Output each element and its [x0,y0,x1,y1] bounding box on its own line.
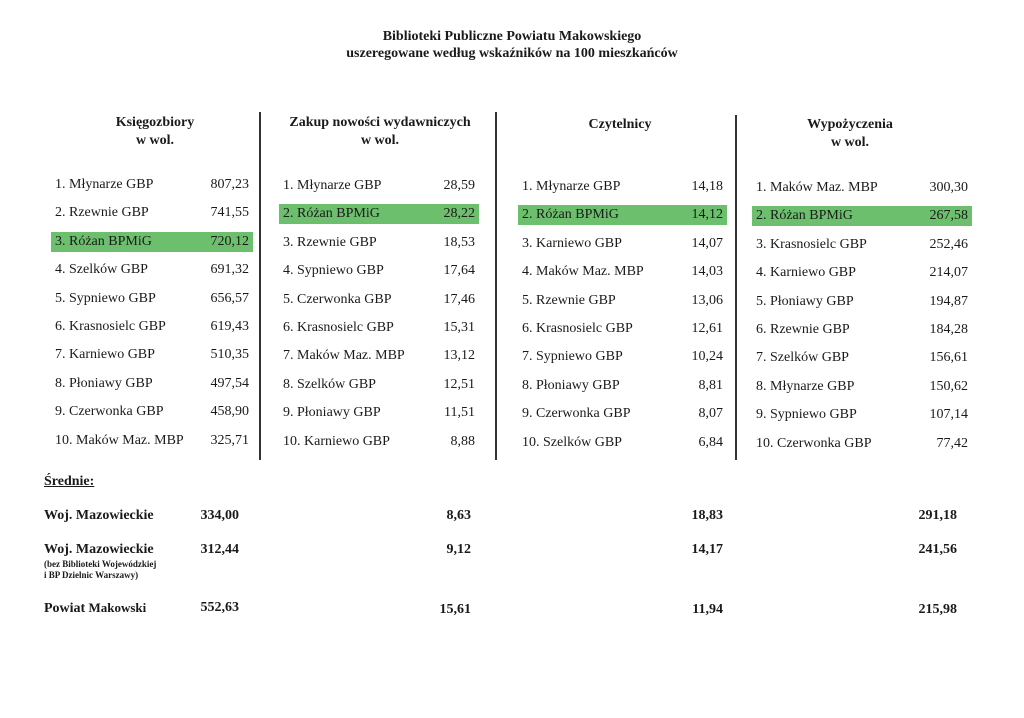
row-library-name: 8. Płoniawy GBP [55,376,153,391]
table-row [752,178,972,198]
row-value: 12,61 [691,321,723,336]
column-header-ksiegozbiory [70,114,240,150]
row-library-name: 7. Karniewo GBP [55,347,155,362]
row-value: 720,12 [210,234,249,249]
row-value: 6,84 [698,435,723,450]
row-value: 619,43 [210,319,249,334]
row-value: 510,35 [210,347,249,362]
row-value: 184,28 [929,322,968,337]
average-value: 241,56 [918,542,957,557]
row-library-name: 10. Karniewo GBP [283,434,390,449]
header-line: Zakup nowości wydawniczych [289,115,471,130]
row-value: 14,18 [691,179,723,194]
row-library-name: 3. Karniewo GBP [522,236,622,251]
table-row [518,404,727,424]
table-row [51,175,253,195]
table-row [752,235,972,255]
avg-label-powiat [44,600,146,617]
row-value: 14,12 [691,207,723,222]
row-value: 807,23 [210,177,249,192]
avg-label-woj: Woj. Mazowieckie [44,508,154,523]
row-value: 15,31 [443,320,475,335]
row-library-name: 6. Krasnosielc GBP [55,319,166,334]
title-line-1: Biblioteki Publiczne Powiatu Makowskiego [382,29,642,44]
table-row [51,431,253,451]
row-library-name: 1. Młynarze GBP [522,179,621,194]
average-value: 312,44 [200,542,239,557]
header-line: Księgozbiory [115,115,195,130]
table-row [51,345,253,365]
table-row [518,319,727,339]
header-line: w wol. [360,133,400,148]
row-value: 497,54 [210,376,249,391]
column-header-czytelnicy [510,116,730,134]
header-line: Wypożyczenia [807,117,893,132]
table-row [279,346,479,366]
row-library-name: 9. Czerwonka GBP [522,406,631,421]
table-row [279,432,479,452]
row-library-name: 8. Płoniawy GBP [522,378,620,393]
row-library-name: 7. Szelków GBP [756,350,849,365]
row-value: 28,22 [443,206,475,221]
averages-heading: Średnie: [44,474,95,489]
average-value: 11,94 [692,602,723,617]
row-value: 300,30 [929,180,968,195]
table-row [51,232,253,252]
row-library-name: 5. Sypniewo GBP [55,291,156,306]
row-value: 8,88 [450,434,475,449]
row-value: 656,57 [210,291,249,306]
row-value: 17,64 [443,263,475,278]
avg-note-line-1: (bez Biblioteki Wojewódzkiej [44,559,157,569]
average-value: 15,61 [439,602,471,617]
row-library-name: 5. Rzewnie GBP [522,293,616,308]
row-library-name: 2. Różan BPMiG [522,207,619,222]
table-row [518,234,727,254]
table-row [279,318,479,338]
row-library-name: 6. Krasnosielc GBP [522,321,633,336]
row-value: 267,58 [929,208,968,223]
row-value: 156,61 [929,350,968,365]
row-library-name: 4. Karniewo GBP [756,265,856,280]
row-library-name: 5. Płoniawy GBP [756,294,854,309]
row-value: 691,32 [210,262,249,277]
row-value: 77,42 [936,436,968,451]
row-value: 13,12 [443,348,475,363]
avg-note-line-2: i BP Dzielnic Warszawy) [44,570,139,580]
table-row [279,375,479,395]
row-value: 10,24 [691,349,723,364]
table-row [51,402,253,422]
row-library-name: 6. Krasnosielc GBP [283,320,394,335]
table-row [752,292,972,312]
header-line: Czytelnicy [588,117,652,132]
table-row [279,204,479,224]
row-library-name: 8. Szelków GBP [283,377,376,392]
row-value: 194,87 [929,294,968,309]
table-row [518,433,727,453]
row-library-name: 10. Maków Maz. MBP [55,433,184,448]
table-row [518,376,727,396]
row-value: 12,51 [443,377,475,392]
row-library-name: 1. Młynarze GBP [55,177,154,192]
table-row [51,203,253,223]
row-library-name: 1. Maków Maz. MBP [756,180,878,195]
table-row [752,206,972,226]
title-line-2: uszeregowane według wskaźników na 100 mieszkańców [346,46,678,61]
row-value: 28,59 [443,178,475,193]
row-library-name: 1. Młynarze GBP [283,178,382,193]
table-row [518,262,727,282]
average-value: 14,17 [691,542,723,557]
header-line: w wol. [830,135,870,150]
column-divider [259,112,261,460]
row-library-name: 2. Różan BPMiG [283,206,380,221]
table-row [518,177,727,197]
table-row [518,291,727,311]
avg-label-powiat-bold: Powiat [44,601,86,616]
row-value: 11,51 [444,405,475,420]
row-value: 252,46 [929,237,968,252]
row-value: 13,06 [691,293,723,308]
row-value: 150,62 [929,379,968,394]
row-library-name: 7. Sypniewo GBP [522,349,623,364]
column-divider [495,112,497,460]
row-value: 17,46 [443,292,475,307]
average-value: 334,00 [200,508,239,523]
row-library-name: 3. Krasnosielc GBP [756,237,867,252]
row-library-name: 9. Płoniawy GBP [283,405,381,420]
header-line: w wol. [135,133,175,148]
table-row [752,405,972,425]
row-library-name: 2. Rzewnie GBP [55,205,149,220]
row-library-name: 9. Czerwonka GBP [55,404,164,419]
table-row [51,374,253,394]
row-library-name: 3. Różan BPMiG [55,234,152,249]
table-row [279,176,479,196]
avg-label-woj-excl: Woj. Mazowieckie [44,542,154,557]
row-value: 14,07 [691,236,723,251]
table-row [279,233,479,253]
row-library-name: 3. Rzewnie GBP [283,235,377,250]
row-value: 14,03 [691,264,723,279]
row-library-name: 4. Sypniewo GBP [283,263,384,278]
table-row [752,263,972,283]
table-row [518,205,727,225]
row-value: 18,53 [443,235,475,250]
table-row [752,348,972,368]
average-value: 291,18 [918,508,957,523]
average-value: 9,12 [446,542,471,557]
table-row [51,260,253,280]
table-row [279,403,479,423]
table-row [752,434,972,454]
row-library-name: 5. Czerwonka GBP [283,292,392,307]
row-library-name: 2. Różan BPMiG [756,208,853,223]
row-library-name: 8. Młynarze GBP [756,379,855,394]
row-value: 458,90 [210,404,249,419]
row-value: 8,81 [698,378,723,393]
row-value: 741,55 [210,205,249,220]
row-value: 325,71 [210,433,249,448]
row-value: 8,07 [698,406,723,421]
table-row [279,290,479,310]
row-library-name: 10. Czerwonka GBP [756,436,872,451]
column-divider [735,115,737,460]
row-library-name: 4. Szelków GBP [55,262,148,277]
row-value: 214,07 [929,265,968,280]
average-value: 215,98 [918,602,957,617]
column-header-zakup [270,114,490,150]
average-value: 8,63 [446,508,471,523]
row-library-name: 9. Sypniewo GBP [756,407,857,422]
average-value: 18,83 [691,508,723,523]
table-row [752,377,972,397]
table-row [51,317,253,337]
average-value: 552,63 [200,600,239,615]
table-row [51,289,253,309]
row-library-name: 6. Rzewnie GBP [756,322,850,337]
row-value: 107,14 [929,407,968,422]
row-library-name: 10. Szelków GBP [522,435,622,450]
row-library-name: 7. Maków Maz. MBP [283,348,405,363]
row-library-name: 4. Maków Maz. MBP [522,264,644,279]
table-row [752,320,972,340]
table-row [279,261,479,281]
table-row [518,347,727,367]
avg-label-powiat-rest: Makowski [85,600,147,615]
column-header-wypozyczenia [760,116,940,152]
